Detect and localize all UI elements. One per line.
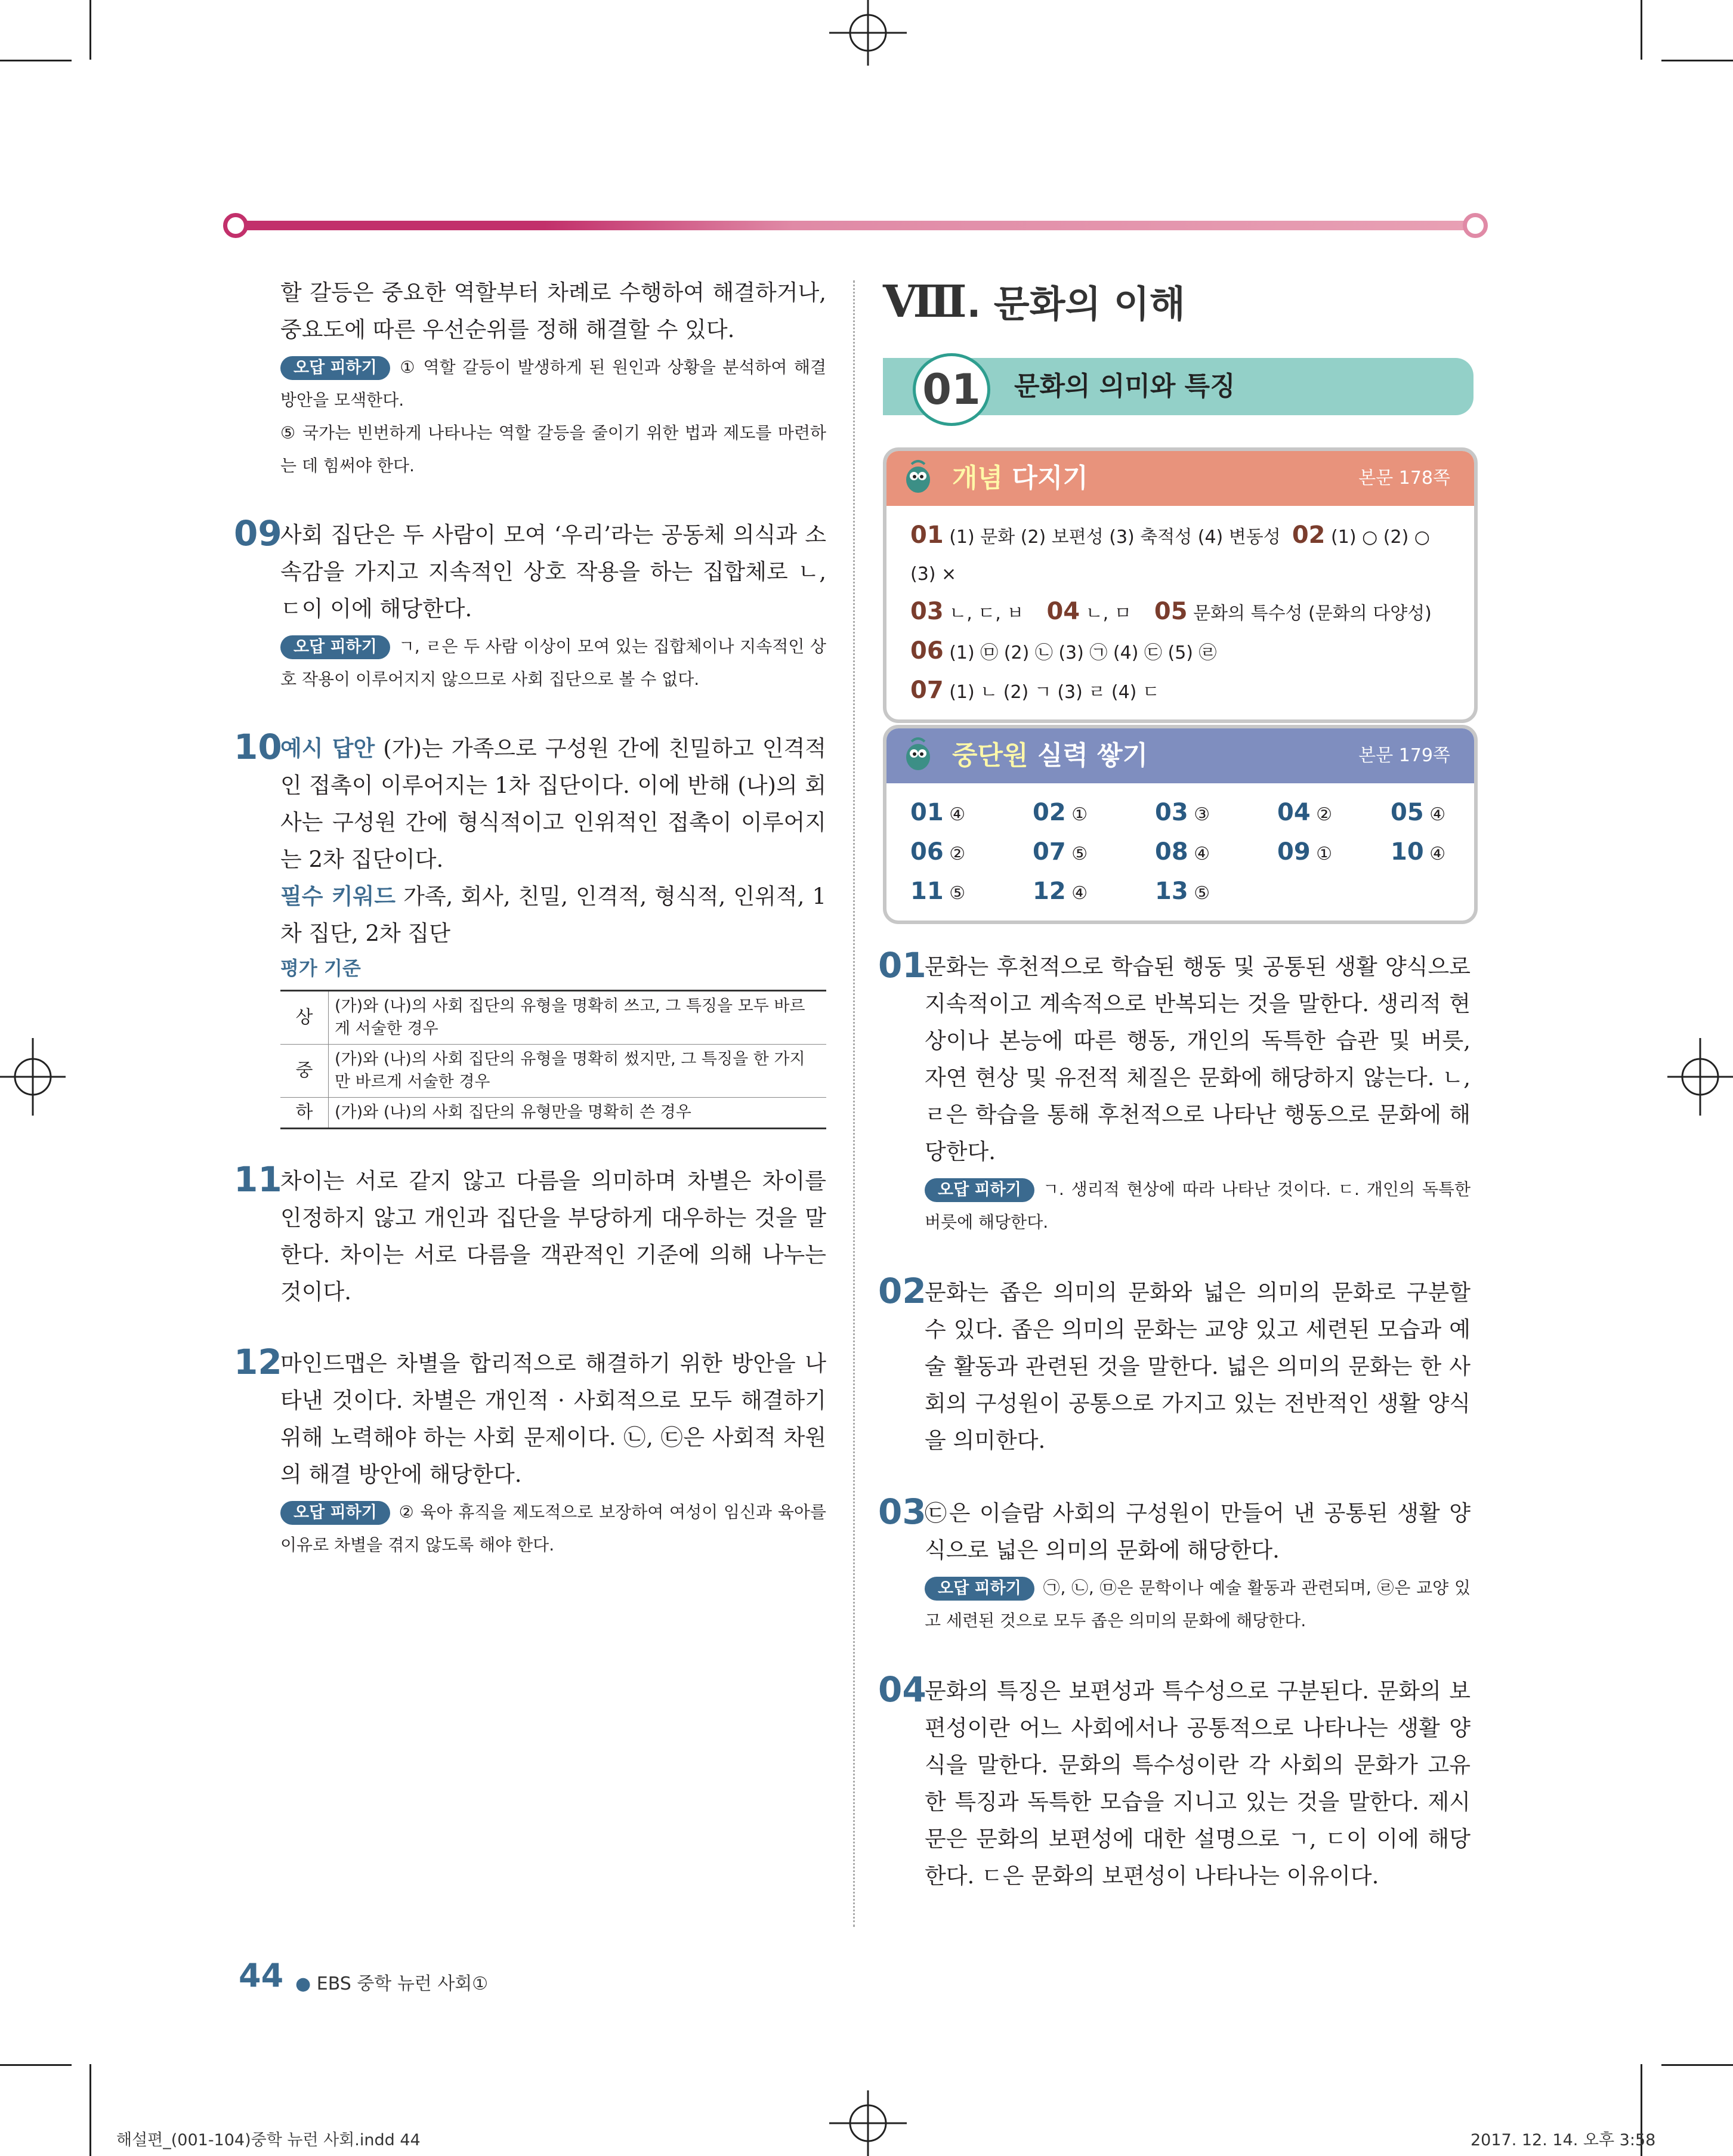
explanation-text: 문화는 좁은 의미의 문화와 넓은 의미의 문화로 구분할 수 있다. 좁은 의미의 문화는 교양 있고 세련된 모습과 예술 활동과 관련된 것을 말한다. 넓은 의미의 문화는 한 사회의 구성원이 공통으로 가지고 있는 전반적인 생활 양식을 의미한다. (925, 1280, 1471, 1453)
concept-box-answers (886, 506, 1474, 719)
question-number: 04 (878, 1669, 926, 1710)
answer-number: 01 (910, 799, 944, 826)
answer-text: 사회 집단은 두 사람이 모여 ‘우리’라는 공동체 의식과 소속감을 가지고 지속적인 상호 작용을 하는 집합체로 ㄴ, ㄷ이 이에 해당한다. (280, 522, 826, 622)
answer-value: ② (1316, 804, 1333, 825)
answer-11 (234, 1159, 826, 1311)
concept-box-page-ref: 본문 178쪽 (1358, 468, 1450, 489)
tip-text: ㄱ, ㄹ은 두 사람 이상이 모여 있는 집합체이나 지속적인 상호 작용이 이루어지지 않으므로 사회 집단으로 볼 수 없다. (280, 637, 826, 689)
answer-cell (1277, 794, 1391, 833)
question-number: 09 (234, 513, 282, 554)
print-slug-date: 2017. 12. 14. 오후 3:58 (1471, 2131, 1656, 2149)
answer-value: ㄴ, ㄷ, ㅂ (949, 603, 1024, 624)
answer-number: 03 (1155, 799, 1188, 826)
intro-tip-1: ① 역할 갈등이 발생하게 된 원인과 상황을 분석하여 해결 방안을 모색한다. (280, 357, 826, 410)
answer-cell (910, 833, 1033, 873)
answer-cell (1155, 873, 1277, 912)
header-rule (233, 221, 1479, 230)
mascot-icon (900, 737, 937, 774)
tip-text: ② 육아 휴직을 제도적으로 보장하여 여성이 임신과 육아를 이유로 차별을 겪지 않도록 해야 한다. (280, 1502, 826, 1555)
answer-cell (1033, 833, 1155, 873)
answer-value: 문화의 특수성 (문화의 다양성) (1193, 603, 1432, 624)
unit-box-page-ref: 본문 179쪽 (1358, 745, 1450, 766)
criteria-cell: (가)와 (나)의 사회 집단의 유형을 명확히 썼지만, 그 특징을 한 가지만 바르게 서술한 경우 (329, 1045, 827, 1098)
explanation-text: ㉢은 이슬람 사회의 구성원이 만들어 낸 공통된 생활 양식으로 넓은 의미의 문화에 해당한다. (925, 1500, 1471, 1563)
answer-number: 04 (1046, 598, 1080, 625)
registration-mark-bottom (829, 2090, 907, 2156)
concept-box-header (886, 451, 1474, 506)
chapter-title-text: . 문화의 이해 (966, 282, 1185, 326)
question-number: 11 (234, 1159, 282, 1200)
answer-value: ① (1071, 804, 1088, 825)
answer-cell (910, 794, 1033, 833)
answer-number: 10 (1391, 838, 1424, 866)
criteria-cell: (가)와 (나)의 사회 집단의 유형을 명확히 쓰고, 그 특징을 모두 바르게 서술한 경우 (329, 991, 827, 1045)
answer-value: (1) ㄴ (2) ㄱ (3) ㄹ (4) ㄷ (949, 682, 1160, 703)
answer-cell (910, 873, 1033, 912)
answer-number: 05 (1154, 598, 1188, 625)
answer-number: 06 (910, 838, 944, 866)
chapter-title (883, 274, 1473, 328)
answer-text: 마인드맵은 차별을 합리적으로 해결하기 위한 방안을 나타낸 것이다. 차별은 개인적 · 사회적으로 모두 해결하기 위해 노력해야 하는 사회 문제이다. ㉡, ㉢은 사회적 차원의 해결 방안에 해당한다. (280, 1351, 826, 1487)
answer-value: ㄴ, ㅁ (1085, 603, 1132, 624)
answer-value: ④ (949, 804, 966, 825)
answer-value: ⑤ (949, 883, 966, 904)
concept-box-title-a: 개념 (952, 463, 1003, 493)
page-number: 44 (239, 1957, 284, 1994)
explanation-04 (878, 1669, 1471, 1895)
answer-number: 08 (1155, 838, 1188, 866)
tip-badge: 오답 피하기 (280, 1501, 390, 1525)
intro-tip-2: ⑤ 국가는 빈번하게 나타나는 역할 갈등을 줄이기 위한 법과 제도를 마련하는 데 힘써야 한다. (280, 423, 826, 475)
bullet-icon: ● (295, 1973, 311, 1994)
answer-number: 02 (1033, 799, 1066, 826)
grade-cell: 하 (280, 1098, 329, 1129)
keyword-label: 필수 키워드 (280, 884, 396, 909)
answer-number: 02 (1292, 521, 1326, 549)
grade-cell: 상 (280, 991, 329, 1045)
unit-box-title-a: 중단원 (952, 740, 1028, 771)
answer-number: 05 (1391, 799, 1424, 826)
registration-mark-right (1667, 1038, 1733, 1116)
column-divider (853, 280, 855, 1927)
registration-mark-left (0, 1038, 66, 1116)
unit-practice-box (883, 725, 1478, 924)
registration-mark-top (829, 0, 907, 66)
unit-box-header (886, 728, 1474, 783)
book-title (295, 1969, 488, 1995)
answer-number: 09 (1277, 838, 1311, 866)
answer-cell (1391, 794, 1480, 833)
model-answer-text: (가)는 가족으로 구성원 간에 친밀하고 인격적인 접촉이 이루어지는 1차 집단이다. 이에 반해 (나)의 회사는 구성원 간에 형식적이고 인위적인 접촉이 이루어지는 2차 집단이다. (280, 736, 827, 872)
intro-text: 할 갈등은 중요한 역할부터 차례로 수행하여 해결하거나, 중요도에 따른 우선순위를 정해 해결할 수 있다. (280, 280, 826, 342)
answer-number: 06 (910, 637, 944, 665)
explanation-text: 문화는 후천적으로 학습된 행동 및 공통된 생활 양식으로 지속적이고 계속적으로 반복되는 것을 말한다. 생리적 현상이나 본능에 따른 행동, 개인의 독특한 습관 및 버릇, 자연 현상 및 유전적 체질은 문화에 해당하지 않는다. ㄴ, ㄹ은 학습을 통해 후천적으로 나타난 행동으로 문화에 해당한다. (925, 954, 1471, 1165)
answer-cell (1277, 833, 1391, 873)
tip-badge: 오답 피하기 (280, 356, 390, 380)
question-number: 01 (878, 945, 926, 986)
answer-cell (1155, 833, 1277, 873)
unit-box-title-b: 실력 쌓기 (1028, 740, 1148, 771)
answer-value: ① (1316, 844, 1333, 864)
chapter-roman-numeral: Ⅷ (883, 276, 967, 328)
section-number: 01 (913, 353, 990, 426)
section-header (883, 358, 1473, 415)
answer-value: ⑤ (1194, 883, 1210, 904)
print-slug-file: 해설편_(001-104)중학 뉴런 사회.indd 44 (116, 2131, 421, 2149)
tip-badge: 오답 피하기 (925, 1577, 1034, 1601)
answer-number: 12 (1033, 878, 1066, 905)
tip-text: ㄱ. 생리적 현상에 따라 나타난 것이다. ㄷ. 개인의 독특한 버릇에 해당한다. (925, 1179, 1471, 1232)
answer-value: ④ (1429, 804, 1446, 825)
book-title-text: EBS 중학 뉴런 사회① (316, 1973, 489, 1994)
table-row (280, 991, 826, 1045)
answer-cell (1033, 873, 1155, 912)
right-column (878, 274, 1473, 1889)
model-answer-label: 예시 답안 (280, 736, 375, 761)
answer-number: 01 (910, 521, 944, 549)
answer-value: ② (949, 844, 966, 864)
criteria-cell: (가)와 (나)의 사회 집단의 유형만을 명확히 쓴 경우 (329, 1098, 827, 1129)
concept-box-title-b: 다지기 (1003, 463, 1088, 493)
answer-number: 07 (910, 677, 944, 704)
answer-text: 차이는 서로 같지 않고 다름을 의미하며 차별은 차이를 인정하지 않고 개인과 집단을 부당하게 대우하는 것을 말한다. 차이는 서로 다름을 객관적인 기준에 의해 나누는 것이다. (280, 1168, 826, 1305)
question-number: 12 (234, 1342, 282, 1382)
explanation-03 (878, 1491, 1471, 1637)
keyword-text: 가족, 회사, 친밀, 인격적, 형식적, 인위적, 1차 집단, 2차 집단 (280, 884, 827, 946)
answer-value: ④ (1429, 844, 1446, 864)
answer-cell (1391, 833, 1480, 873)
evaluation-label: 평가 기준 (280, 957, 361, 980)
tip-text: ㉠, ㉡, ㉤은 문학이나 예술 활동과 관련되며, ㉣은 교양 있고 세련된 것으로 모두 좁은 의미의 문화에 해당한다. (925, 1578, 1471, 1630)
answer-value: ③ (1194, 804, 1210, 825)
table-row (280, 1045, 826, 1098)
explanations (878, 945, 1471, 1895)
answer-value: (1) ○ (2) ○ (3) × (910, 527, 1430, 585)
mascot-icon (900, 459, 937, 496)
answer-09 (234, 513, 826, 696)
answer-value: (1) ㉤ (2) ㉡ (3) ㉠ (4) ㉢ (5) ㉣ (949, 643, 1217, 663)
answer-value: (1) 문화 (2) 보편성 (3) 축적성 (4) 변동성 (949, 527, 1281, 548)
answer-number: 04 (1277, 799, 1311, 826)
tip-badge: 오답 피하기 (280, 635, 390, 659)
unit-box-answers (886, 783, 1474, 921)
answer-number: 13 (1155, 878, 1188, 905)
question-number: 03 (878, 1491, 926, 1532)
answer-cell (1033, 794, 1155, 833)
answer-10 (234, 727, 827, 1129)
concept-review-box (883, 447, 1478, 723)
intro-block (239, 274, 826, 482)
left-column (234, 274, 827, 1561)
answer-value: ⑤ (1071, 844, 1088, 864)
answer-cell (1155, 794, 1277, 833)
answer-number: 03 (910, 598, 944, 625)
table-row (280, 1098, 826, 1129)
answer-value: ④ (1071, 883, 1088, 904)
header-rule-dot-left (223, 213, 248, 238)
evaluation-table (280, 990, 826, 1129)
explanation-text: 문화의 특징은 보편성과 특수성으로 구분된다. 문화의 보편성이란 어느 사회에서나 공통적으로 나타나는 생활 양식을 말한다. 문화의 특수성이란 각 사회의 문화가 고유한 특징과 독특한 모습을 지니고 있는 것을 말한다. 제시문은 문화의 보편성에 대한 설명으로 ㄱ, ㄷ이 이에 해당한다. ㄷ은 문화의 보편성이 나타나는 이유이다. (925, 1678, 1471, 1889)
explanation-02 (878, 1271, 1471, 1459)
question-number: 10 (234, 727, 282, 767)
answer-number: 11 (910, 878, 944, 905)
answer-value: ④ (1194, 844, 1210, 864)
grade-cell: 중 (280, 1045, 329, 1098)
tip-badge: 오답 피하기 (925, 1178, 1034, 1202)
answer-12 (234, 1342, 826, 1561)
header-rule-dot-right (1463, 213, 1488, 238)
explanation-01 (878, 945, 1471, 1238)
answer-number: 07 (1033, 838, 1066, 866)
section-title: 문화의 의미와 특징 (1014, 371, 1235, 401)
question-number: 02 (878, 1271, 926, 1311)
